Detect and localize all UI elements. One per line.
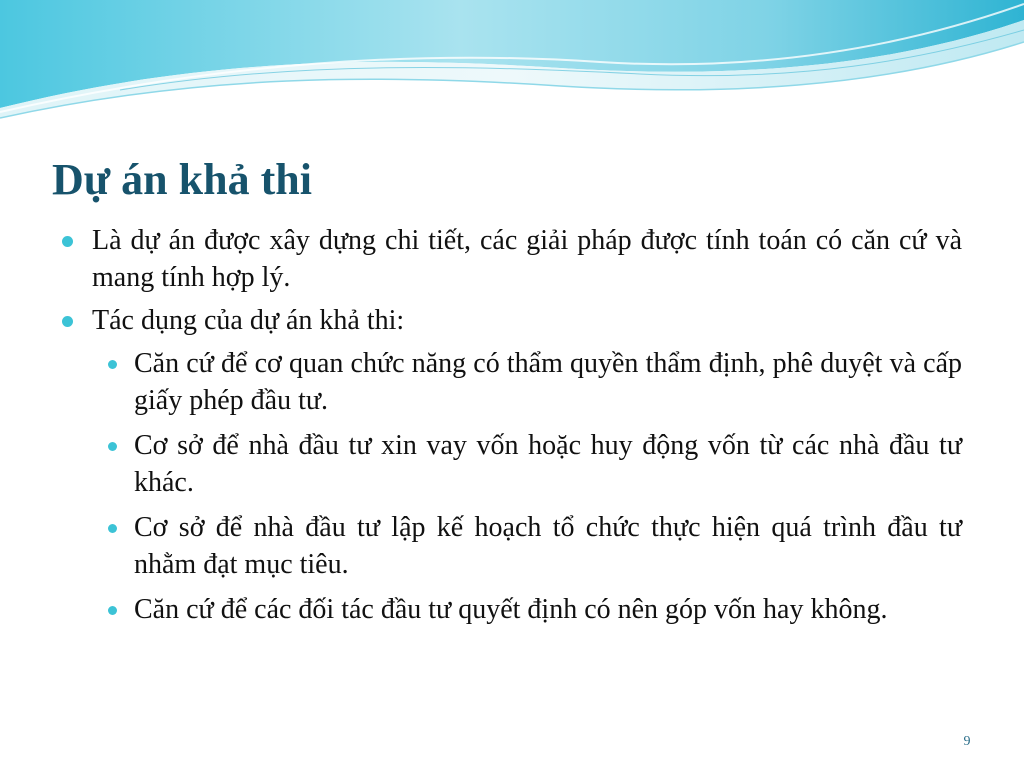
bullet-item [92,302,962,339]
sub-bullet-dot-icon [108,360,117,369]
sub-bullet-text: Cơ sở để nhà đầu tư xin vay vốn hoặc huy động vốn từ các nhà đầu tư khác. [134,430,962,498]
sub-bullet-item [134,591,962,628]
sub-bullet-dot-icon [108,606,117,615]
bullet-dot-icon [62,316,73,327]
bullet-text: Tác dụng của dự án khả thi: [92,305,405,336]
bullet-dot-icon [62,236,73,247]
slide-title: Dự án khả thi [52,155,312,204]
sub-bullet-text: Cơ sở để nhà đầu tư lập kế hoạch tổ chức thực hiện quá trình đầu tư nhằm đạt mục tiêu. [134,512,962,580]
page-number: 9 [963,734,971,749]
sub-bullet-item [134,427,962,501]
bullet-item [92,222,962,296]
sub-bullet-text: Căn cứ để các đối tác đầu tư quyết định có nên góp vốn hay không. [134,594,888,625]
sub-bullet-dot-icon [108,442,117,451]
header-wave-decoration [0,0,1024,130]
sub-bullet-dot-icon [108,524,117,533]
sub-bullet-item [134,509,962,583]
sub-bullet-text: Căn cứ để cơ quan chức năng có thẩm quyền thẩm định, phê duyệt và cấp giấy phép đầu tư. [134,348,962,416]
sub-bullet-item [134,345,962,419]
bullet-text: Là dự án được xây dựng chi tiết, các giải pháp được tính toán có căn cứ và mang tính hợp lý. [92,225,962,293]
bullet-list [0,222,1024,636]
